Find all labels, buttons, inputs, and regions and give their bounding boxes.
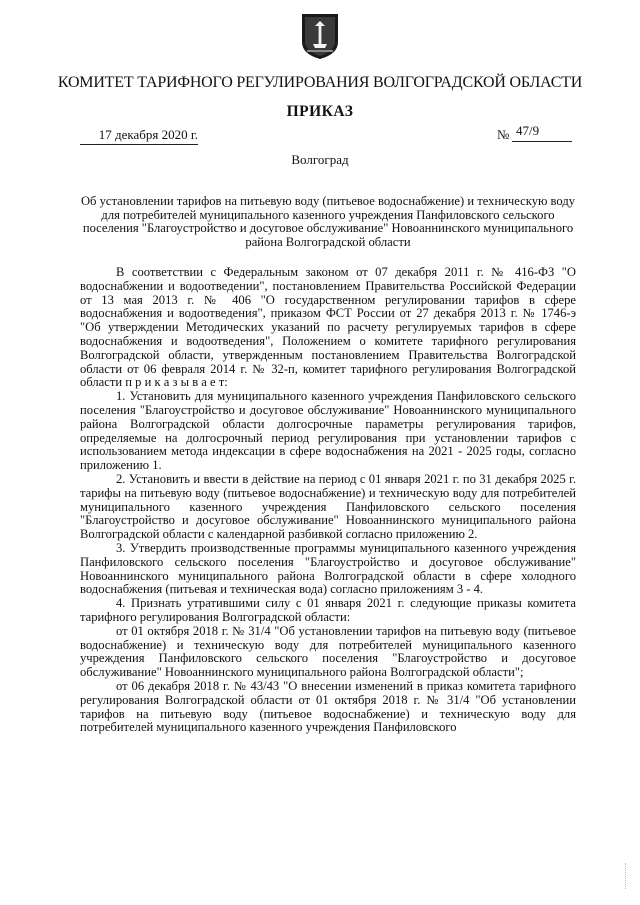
repealed-order-item: от 06 декабря 2018 г. № 43/43 "О внесении изменений в приказ комитета тарифного регулирования Волгоградской области от 01 октября 2018 г. № 31/4 "Об установлении тарифов на питьевую воду (питьевое водоснабжение) и техническую воду для потребителей муниципального казенного учреждения Панфиловского <box>80 678 576 735</box>
page-edge-mark <box>613 863 626 889</box>
committee-name: КОМИТЕТ ТАРИФНОГО РЕГУЛИРОВАНИЯ ВОЛГОГРАДСКОЙ ОБЛАСТИ <box>57 74 583 91</box>
city: Волгоград <box>291 152 349 167</box>
clause-4-paragraph: 4. Признать утратившими силу с 01 января 2021 г. следующие приказы комитета тарифного регулирования Волгоградской области: <box>80 596 576 624</box>
order-number-label: № <box>497 127 510 142</box>
clause-3-paragraph: 3. Утвердить производственные программы муниципального казенного учреждения Панфиловского сельского поселения "Благоустройство и досуговое обслуживание" Новоаннинского муниципального района Волгоградской области в сфере холодного водоснабжения (питьевая и техническая вода) согласно приложениям 3 - 4. <box>80 540 576 597</box>
volgograd-coat-of-arms-icon <box>300 12 340 60</box>
clause-2-paragraph: 2. Установить и ввести в действие на период с 01 января 2021 г. по 31 декабря 2025 г. тарифы на питьевую воду (питьевое водоснабжение) и техническую воду для потребителей муниципального казенного учреждения Панфиловского сельского поселения "Благоустройство и досуговое обслуживание" Новоаннинского муниципального района Волгоградской области с календарной разбивкой согласно приложению 2. <box>80 471 576 542</box>
order-body <box>80 266 576 735</box>
order-title: ПРИКАЗ <box>286 103 354 120</box>
order-subject: Об установлении тарифов на питьевую воду (питьевое водоснабжение) и техническую воду для потребителей муниципального казенного учреждения Панфиловского сельского поселения "Благоустройство и досуговое обслуживание" Новоаннинского муниципального района Волгоградской области <box>80 194 576 249</box>
preamble-paragraph: В соответствии с Федеральным законом от 07 декабря 2011 г. № 416-ФЗ "О водоснабжении и водоотведении", постановлением Правительства Российской Федерации от 13 мая 2013 г. № 406 "О государственном регулировании тарифов в сфере водоснабжения и водоотведения", приказом ФСТ России от 27 декабря 2013 г. № 1746-э "Об утверждении Методических указаний по расчету регулируемых тарифов в сфере водоснабжения и водоотведения", Положением о комитете тарифного регулирования Волгоградской области, утвержденным постановлением Правительства Волгоградской области от 06 февраля 2014 г. № 32-п, комитет тарифного регулирования Волгоградской области п р и к а з ы в а е т: <box>80 265 576 390</box>
repealed-order-item: от 01 октября 2018 г. № 31/4 "Об установлении тарифов на питьевую воду (питьевое водоснабжение) и техническую воду для потребителей муниципального казенного учреждения Панфиловского сельского поселения "Благоустройство и досуговое обслуживание" Новоаннинского муниципального района Волгоградской области"; <box>80 623 576 680</box>
order-date: 17 декабря 2020 г. <box>80 127 198 145</box>
order-number: 47/9 <box>512 123 572 142</box>
clause-1-paragraph: 1. Установить для муниципального казенного учреждения Панфиловского сельского поселения "Благоустройство и досуговое обслуживание" Новоаннинского муниципального района Волгоградской области долгосрочные параметры регулирования тарифов, определяемые на долгосрочный период регулирования при установлении тарифов с использованием метода индексации в сфере водоснабжения на 2021 - 2025 годы, согласно приложению 1. <box>80 389 576 473</box>
